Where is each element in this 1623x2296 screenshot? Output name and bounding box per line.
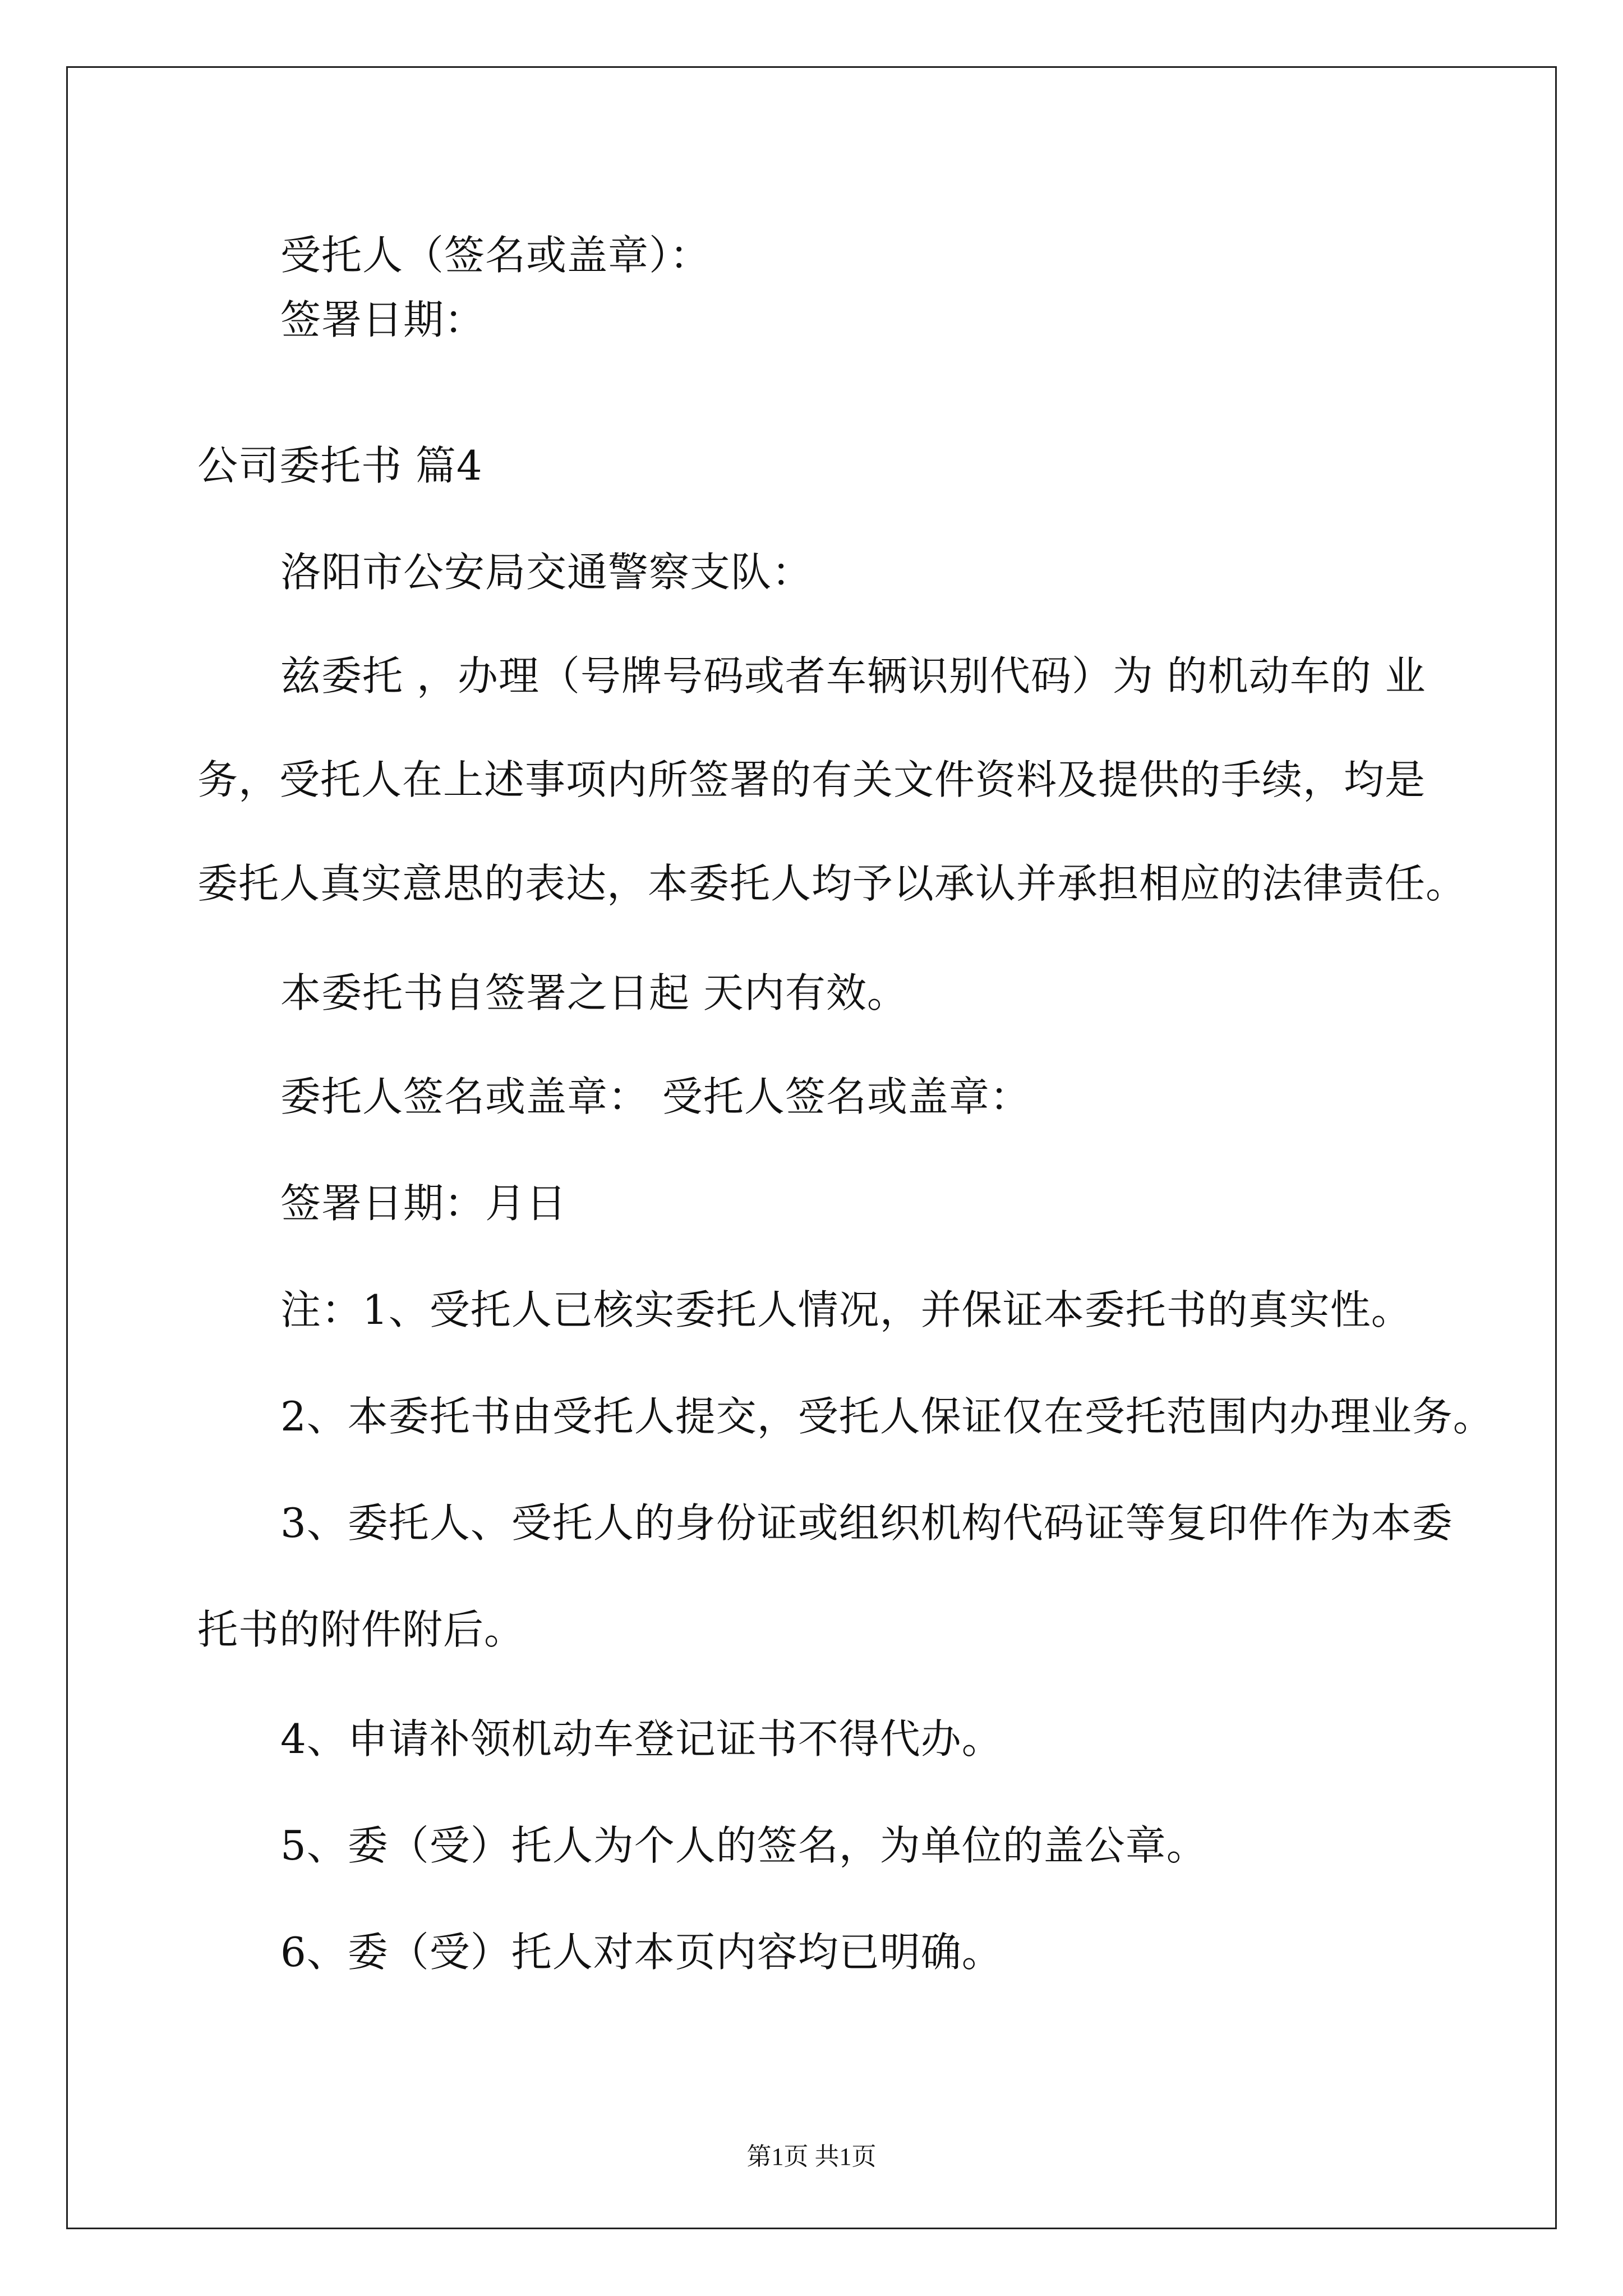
- signing-date-line-2: 签署日期：月日: [280, 1180, 568, 1227]
- note-item-2: 2、本委托书由受托人提交，受托人保证仅在受托范围内办理业务。: [280, 1393, 1494, 1440]
- body-paragraph-line-1: 兹委托 ，办理（号牌号码或者车辆识别代码）为 的机动车的 业: [280, 652, 1426, 700]
- validity-line: 本委托书自签署之日起 天内有效。: [280, 969, 908, 1016]
- signatures-line: 委托人签名或盖章： 受托人签名或盖章：: [280, 1073, 1031, 1120]
- note-item-4: 4、申请补领机动车登记证书不得代办。: [280, 1715, 1003, 1763]
- note-item-3-line-2: 托书的附件附后。: [197, 1606, 525, 1653]
- note-item-3-line-1: 3、委托人、受托人的身份证或组织机构代码证等复印件作为本委: [280, 1499, 1453, 1547]
- body-paragraph-line-3: 委托人真实意思的表达，本委托人均予以承认并承担相应的法律责任。: [197, 860, 1467, 907]
- note-item-1: 注：1、受托人已核实委托人情况，并保证本委托书的真实性。: [280, 1286, 1412, 1333]
- note-item-6: 6、委（受）托人对本页内容均已明确。: [280, 1929, 1003, 1976]
- page-number-footer: 第1页 共1页: [746, 2143, 877, 2170]
- section-heading: 公司委托书 篇4: [197, 442, 483, 489]
- signing-date-line: 签署日期：: [280, 296, 486, 343]
- note-item-5: 5、委（受）托人为个人的签名，为单位的盖公章。: [280, 1822, 1207, 1869]
- trustee-signature-line: 受托人（签名或盖章）：: [280, 232, 711, 279]
- body-paragraph-line-2: 务，受托人在上述事项内所签署的有关文件资料及提供的手续，均是: [197, 756, 1426, 803]
- page-frame: [66, 66, 1557, 2229]
- addressee-line: 洛阳市公安局交通警察支队：: [280, 549, 813, 596]
